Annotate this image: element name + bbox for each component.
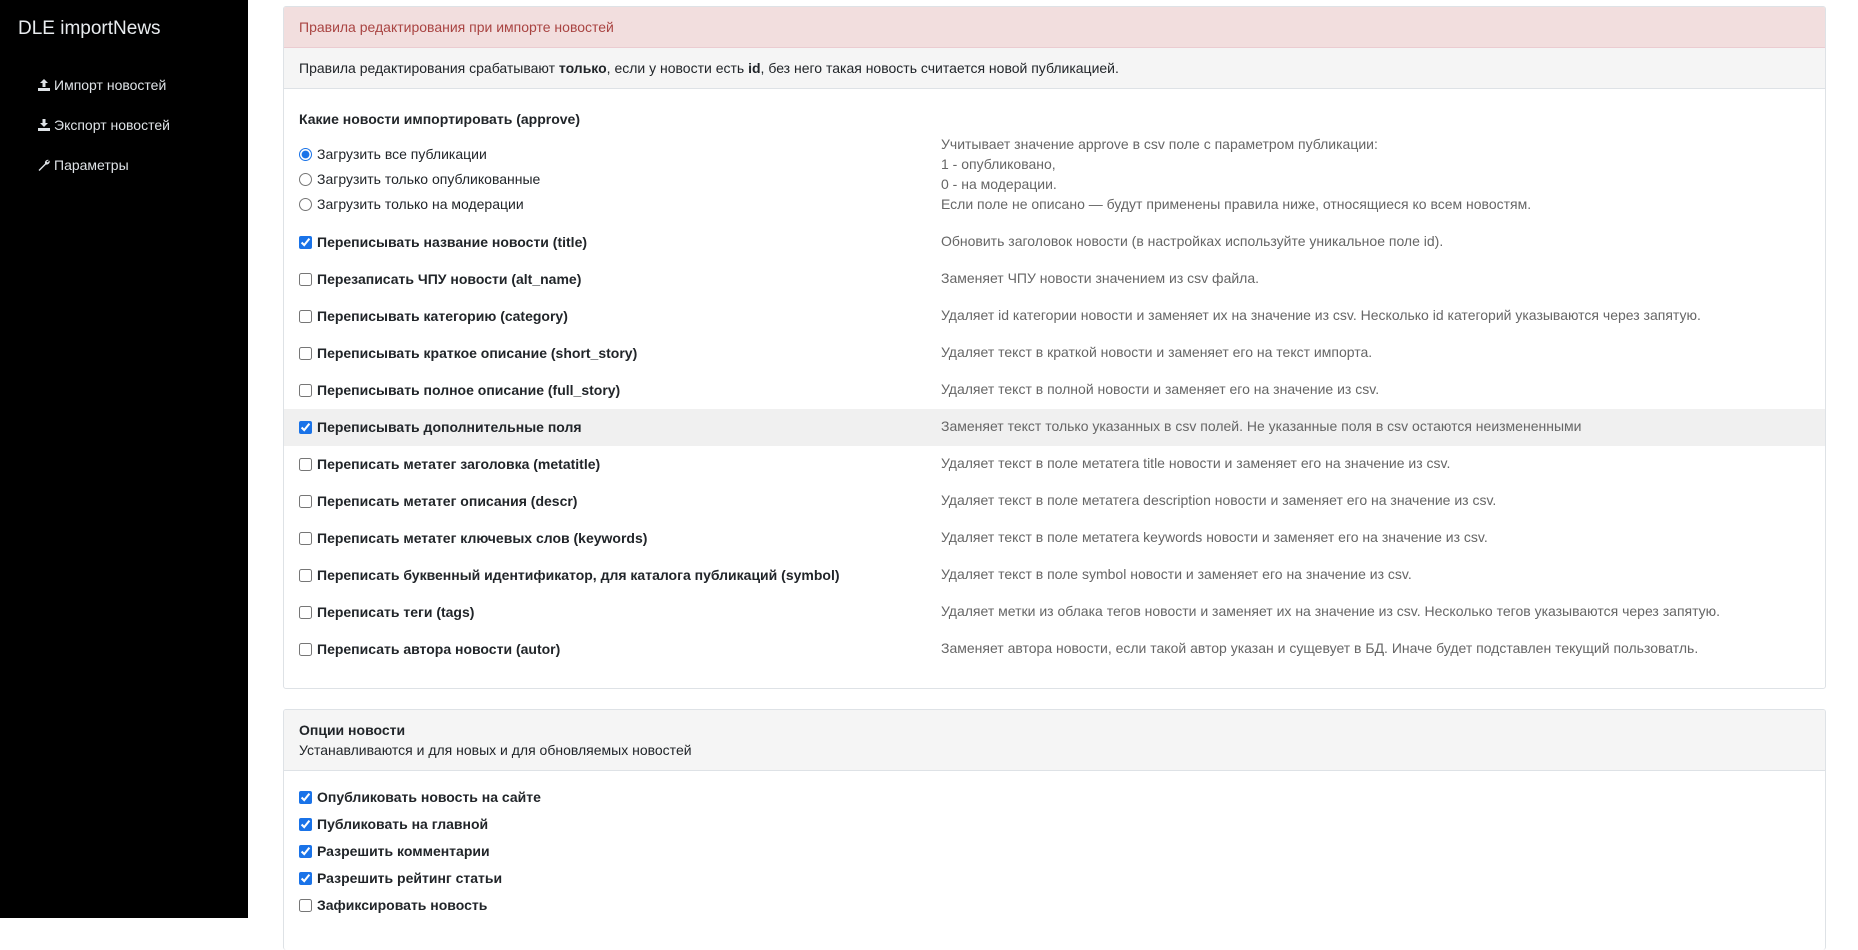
sidebar-item-settings[interactable]: [38, 157, 129, 173]
option-publish[interactable]: [299, 789, 541, 805]
rule-checkbox[interactable]: [299, 347, 312, 360]
rule-label[interactable]: [299, 493, 577, 509]
options-header: [284, 710, 1825, 771]
rule-checkbox[interactable]: [299, 643, 312, 656]
rule-row-alt-name: [284, 261, 1825, 298]
rule-row-metatitle: [284, 446, 1825, 483]
rule-desc: Удаляет текст в краткой новости и заменяет его на текст импорта.: [941, 344, 1373, 360]
approve-option-moderation[interactable]: [299, 196, 524, 212]
rule-desc: Удаляет id категории новости и заменяет их на значение из csv. Несколько id категорий указываются через запятую.: [941, 307, 1701, 323]
rule-label[interactable]: [299, 530, 647, 546]
approve-option-all[interactable]: [299, 146, 487, 162]
rule-desc: Удаляет текст в полной новости и заменяет его на значение из csv.: [941, 381, 1380, 397]
rule-row-descr: [284, 483, 1825, 520]
rule-desc: Заменяет текст только указанных в csv полей. Не указанные поля в csv остаются неизмененными: [941, 418, 1582, 434]
rule-desc: Удаляет текст в поле метатега title новости и заменяет его на значение из csv.: [941, 455, 1451, 471]
sidebar-item-export[interactable]: [38, 117, 170, 133]
rule-label-text: Переписывать название новости (title): [317, 234, 588, 250]
sidebar: [0, 0, 248, 918]
rule-label[interactable]: [299, 308, 568, 324]
approve-desc-line: 1 - опубликовано,: [941, 156, 1056, 172]
rule-row-short-story: [284, 335, 1825, 372]
option-checkbox[interactable]: [299, 791, 312, 804]
option-label: Разрешить рейтинг статьи: [317, 870, 503, 886]
rule-label[interactable]: [299, 641, 560, 657]
rule-checkbox[interactable]: [299, 384, 312, 397]
rule-checkbox[interactable]: [299, 606, 312, 619]
approve-radio-moderation[interactable]: [299, 198, 312, 211]
option-main-page[interactable]: [299, 816, 488, 832]
rule-desc: Удаляет текст в поле метатега description новости и заменяет его на значение из csv.: [941, 492, 1497, 508]
rule-label-text: Переписать буквенный идентификатор, для каталога публикаций (symbol): [317, 567, 840, 583]
rules-info-bold-only: только: [558, 60, 607, 76]
rule-label-text: Перезаписать ЧПУ новости (alt_name): [317, 271, 582, 287]
option-checkbox[interactable]: [299, 899, 312, 912]
rule-label[interactable]: [299, 419, 582, 435]
approve-option-label: Загрузить только на модерации: [317, 196, 524, 212]
approve-option-label: Загрузить только опубликованные: [317, 171, 541, 187]
rules-info-text-post: , без него такая новость считается новой публикацией.: [760, 60, 1119, 76]
rule-checkbox[interactable]: [299, 236, 312, 249]
rule-checkbox[interactable]: [299, 273, 312, 286]
approve-title: Какие новости импортировать (approve): [299, 111, 580, 127]
rule-label-text: Переписывать категорию (category): [317, 308, 568, 324]
rule-desc: Удаляет метки из облака тегов новости и заменяет их на значение из csv. Несколько тегов указываются через запятую.: [941, 603, 1721, 619]
options-panel: [283, 709, 1826, 950]
rule-label-text: Переписать теги (tags): [317, 604, 475, 620]
rules-info-text-pre: Правила редактирования срабатывают: [299, 60, 559, 76]
rule-label[interactable]: [299, 604, 474, 620]
rule-row-xfields: [284, 409, 1825, 446]
rule-checkbox[interactable]: [299, 495, 312, 508]
rule-label-text: Переписать автора новости (autor): [317, 641, 561, 657]
approve-desc-line: Учитывает значение approve в csv поле с параметром публикации:: [941, 136, 1378, 152]
rule-label[interactable]: [299, 567, 840, 583]
approve-desc-line: 0 - на модерации.: [941, 176, 1057, 192]
option-checkbox[interactable]: [299, 818, 312, 831]
rules-body: [284, 89, 1825, 688]
approve-desc-line: Если поле не описано — будут применены правила ниже, относящиеся ко всем новостям.: [941, 196, 1532, 212]
option-fixed[interactable]: [299, 897, 487, 913]
download-icon: [38, 119, 50, 131]
option-comments[interactable]: [299, 843, 490, 859]
rule-checkbox[interactable]: [299, 532, 312, 545]
rules-info: [284, 48, 1825, 89]
option-label: Разрешить комментарии: [317, 843, 490, 859]
option-rating[interactable]: [299, 870, 502, 886]
rule-label[interactable]: [299, 456, 600, 472]
rule-desc: Удаляет текст в поле метатега keywords новости и заменяет его на значение из csv.: [941, 529, 1488, 545]
brand-title: DLE importNews: [18, 18, 161, 39]
rule-label-text: Переписывать дополнительные поля: [317, 419, 582, 435]
option-label: Зафиксировать новость: [317, 897, 488, 913]
approve-radio-all[interactable]: [299, 148, 312, 161]
options-title: Опции новости: [299, 722, 406, 738]
option-label: Публиковать на главной: [317, 816, 489, 832]
rules-info-bold-id: id: [748, 60, 761, 76]
approve-radio-published[interactable]: [299, 173, 312, 186]
wrench-icon: [38, 159, 50, 171]
approve-option-label: Загрузить все публикации: [317, 146, 487, 162]
sidebar-item-label: Импорт новостей: [54, 77, 167, 93]
sidebar-item-label: Экспорт новостей: [54, 117, 170, 133]
rule-desc: Обновить заголовок новости (в настройках используйте уникальное поле id).: [941, 233, 1444, 249]
rule-row-autor: [284, 631, 1825, 668]
sidebar-item-import[interactable]: [38, 77, 166, 93]
approve-option-published[interactable]: [299, 171, 540, 187]
options-body: [284, 771, 1825, 941]
rule-checkbox[interactable]: [299, 421, 312, 434]
option-label: Опубликовать новость на сайте: [317, 789, 541, 805]
rule-label-text: Переписывать краткое описание (short_story): [317, 345, 638, 361]
options-subtitle: Устанавливаются и для новых и для обновляемых новостей: [299, 742, 692, 758]
rule-row-full-story: [284, 372, 1825, 409]
rule-checkbox[interactable]: [299, 458, 312, 471]
rule-row-tags: [284, 594, 1825, 631]
rule-label-text: Переписать метатег ключевых слов (keywords): [317, 530, 648, 546]
rule-label[interactable]: [299, 234, 587, 250]
rule-row-keywords: [284, 520, 1825, 557]
rule-label-text: Переписывать полное описание (full_story): [317, 382, 621, 398]
rule-label[interactable]: [299, 345, 637, 361]
rule-label[interactable]: [299, 382, 620, 398]
rule-desc: Удаляет текст в поле symbol новости и заменяет его на значение из csv.: [941, 566, 1412, 582]
rules-heading: Правила редактирования при импорте новостей: [284, 7, 1825, 48]
rule-label-text: Переписать метатег заголовка (metatitle): [317, 456, 601, 472]
rule-desc: Заменяет ЧПУ новости значением из csv файла.: [941, 270, 1260, 286]
rule-row-symbol: [284, 557, 1825, 594]
rules-info-text-mid: , если у новости есть: [606, 60, 749, 76]
rule-checkbox[interactable]: [299, 310, 312, 323]
rule-checkbox[interactable]: [299, 569, 312, 582]
sidebar-item-label: Параметры: [54, 157, 129, 173]
rule-desc: Заменяет автора новости, если такой автор указан и сущевует в БД. Иначе будет подставлен текущий пользоватль.: [941, 640, 1699, 656]
rule-row-category: [284, 298, 1825, 335]
rule-label[interactable]: [299, 271, 581, 287]
option-checkbox[interactable]: [299, 872, 312, 885]
upload-icon: [38, 79, 50, 91]
rule-row-title: [284, 224, 1825, 261]
main-content: [283, 6, 1826, 950]
rules-panel: [283, 6, 1826, 689]
rule-label-text: Переписать метатег описания (descr): [317, 493, 578, 509]
option-checkbox[interactable]: [299, 845, 312, 858]
